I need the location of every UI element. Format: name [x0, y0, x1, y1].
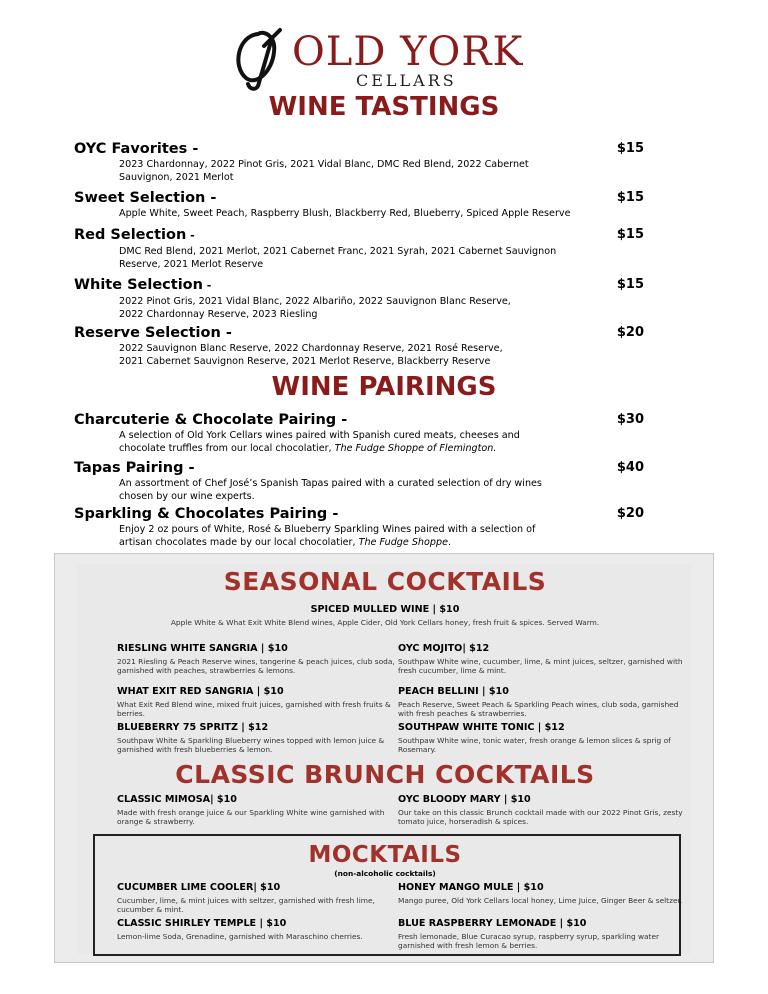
item-description: Apple White, Sweet Peach, Raspberry Blush, Blackberry Red, Blueberry, Spiced Apple Reserve: [119, 208, 571, 219]
mocktails-note: (non-alcoholic cocktails): [334, 869, 436, 878]
cocktail-description: What Exit Red Blend wine, mixed fruit juices, garnished with fresh fruits & berries.: [117, 700, 391, 719]
pairing-item: [74, 411, 644, 455]
cocktail-name: PEACH BELLINI | $10: [398, 686, 509, 697]
item-description: 2022 Pinot Gris, 2021 Vidal Blanc, 2022 Albariño, 2022 Sauvignon Blanc Reserve, 2022 Chardonnay Reserve, 2023 Riesling: [119, 296, 511, 320]
cocktail-description: Peach Reserve, Sweet Peach & Sparkling Peach wines, club soda, garnished with fresh peaches & strawberries.: [398, 700, 679, 719]
cocktail-name: BLUE RASPBERRY LEMONADE | $10: [398, 918, 587, 929]
item-price: $20: [616, 506, 644, 521]
item-description: Enjoy 2 oz pours of White, Rosé & Blueberry Sparkling Wines paired with a selection of artisan chocolates made by our local chocolatier, The Fudge Shoppe.: [119, 524, 536, 548]
cocktail-description: Southpaw White wine, cucumber, lime, & mint juices, seltzer, garnished with fresh cucumber, lime & mint.: [398, 657, 683, 676]
mocktail-item: [398, 882, 688, 905]
item-price: $40: [616, 460, 644, 475]
item-price: $15: [616, 190, 644, 205]
cocktail-description: 2021 Riesling & Peach Reserve wines, tangerine & peach juices, club soda, garnished with peaches, strawberries & lemons.: [117, 657, 395, 676]
cocktail-item: [398, 794, 688, 826]
mocktail-item: [117, 882, 407, 914]
item-name: Reserve Selection -: [74, 325, 232, 341]
cocktail-item: [398, 643, 688, 675]
cocktail-name: OYC BLOODY MARY | $10: [398, 794, 531, 805]
cocktail-description: Mango puree, Old York Cellars local honey, Lime Juice, Ginger Beer & seltzer.: [398, 896, 683, 905]
cocktail-name: BLUEBERRY 75 SPRITZ | $12: [117, 722, 269, 733]
cocktail-name: CUCUMBER LIME COOLER| $10: [117, 882, 281, 893]
wine-pairings-title: WINE PAIRINGS: [271, 372, 497, 402]
cocktail-menu-panel: [54, 553, 714, 963]
cocktail-description: Southpaw White wine, tonic water, fresh orange & lemon slices & sprig of Rosemary.: [398, 736, 671, 755]
item-name: Tapas Pairing -: [74, 460, 195, 476]
featured-cocktail: [55, 604, 715, 627]
cocktail-description: Cucumber, lime, & mint juices with seltzer, garnished with fresh lime, cucumber & mint.: [117, 896, 375, 915]
cocktail-item: [117, 643, 407, 675]
item-description: An assortment of Chef José’s Spanish Tapas paired with a curated selection of dry wines chosen by our wine experts.: [119, 478, 542, 502]
item-name: White Selection -: [74, 277, 212, 293]
item-price: $15: [616, 277, 644, 292]
item-name: Sparkling & Chocolates Pairing -: [74, 506, 339, 522]
tasting-item: [74, 189, 644, 221]
logo-name: OLD YORK: [292, 29, 524, 75]
cocktail-description: Southpaw White & Sparkling Blueberry wines topped with lemon juice & garnished with fresh blueberries & lemon.: [117, 736, 385, 755]
cocktail-name: CLASSIC MIMOSA| $10: [117, 794, 237, 805]
tasting-item: [74, 140, 644, 184]
item-description: 2023 Chardonnay, 2022 Pinot Gris, 2021 Vidal Blanc, DMC Red Blend, 2022 Cabernet Sauvignon, 2021 Merlot: [119, 159, 529, 183]
cocktail-name: SOUTHPAW WHITE TONIC | $12: [398, 722, 565, 733]
tasting-item: [74, 324, 644, 368]
tasting-item: [74, 276, 644, 321]
tasting-item: [74, 226, 644, 271]
cocktail-item: [117, 686, 407, 718]
pairing-item: [74, 505, 644, 549]
cocktail-description: Apple White & What Exit White Blend wines, Apple Cider, Old York Cellars honey, fresh fruit & spices. Served Warm.: [170, 618, 600, 627]
item-price: $15: [616, 227, 644, 242]
cocktail-description: Made with fresh orange juice & our Sparkling White wine garnished with orange & strawberry.: [117, 808, 385, 827]
cocktail-description: Lemon-lime Soda, Grenadine, garnished with Maraschino cherries.: [117, 932, 363, 941]
old-york-cellars-logo: [228, 26, 524, 92]
pairing-item: [74, 459, 644, 503]
oy-monogram-icon: [228, 26, 290, 92]
classic-brunch-cocktails-title: CLASSIC BRUNCH COCKTAILS: [175, 760, 595, 789]
item-name: Red Selection -: [74, 227, 195, 243]
cocktail-name: RIESLING WHITE SANGRIA | $10: [117, 643, 288, 654]
cocktail-item: [117, 794, 407, 826]
item-name: Charcuterie & Chocolate Pairing -: [74, 412, 348, 428]
mocktail-item: [117, 918, 407, 941]
item-price: $30: [616, 412, 644, 427]
mocktails-title: MOCKTAILS: [308, 842, 462, 868]
cocktail-name: OYC MOJITO| $12: [398, 643, 490, 654]
wine-tastings-title: WINE TASTINGS: [268, 92, 500, 122]
cocktail-description: Our take on this classic Brunch cocktail made with our 2022 Pinot Gris, zesty tomato juice, horseradish & spices.: [398, 808, 683, 827]
item-description: A selection of Old York Cellars wines paired with Spanish cured meats, cheeses and chocolate truffles from our local chocolatier, The Fudge Shoppe of Flemington.: [119, 430, 520, 454]
cocktail-name: HONEY MANGO MULE | $10: [398, 882, 544, 893]
cocktail-description: Fresh lemonade, Blue Curacao syrup, raspberry syrup, sparkling water garnished with fresh lemon & berries.: [398, 932, 660, 951]
cocktail-item: [398, 686, 688, 718]
item-name: Sweet Selection -: [74, 190, 217, 206]
item-price: $20: [616, 325, 644, 340]
cocktail-name: SPICED MULLED WINE | $10: [310, 604, 460, 615]
cocktail-item: [398, 722, 688, 754]
logo-subtitle: CELLARS: [356, 71, 457, 90]
cocktail-name: WHAT EXIT RED SANGRIA | $10: [117, 686, 284, 697]
item-description: 2022 Sauvignon Blanc Reserve, 2022 Chardonnay Reserve, 2021 Rosé Reserve, 2021 Cabernet Sauvignon Reserve, 2021 Merlot Reserve, Blackberry Reserve: [119, 343, 503, 367]
cocktail-name: CLASSIC SHIRLEY TEMPLE | $10: [117, 918, 287, 929]
cocktail-item: [117, 722, 407, 754]
item-description: DMC Red Blend, 2021 Merlot, 2021 Cabernet Franc, 2021 Syrah, 2021 Cabernet Sauvignon Reserve, 2021 Merlot Reserve: [119, 246, 557, 270]
item-price: $15: [616, 141, 644, 156]
mocktail-item: [398, 918, 688, 950]
seasonal-cocktails-title: SEASONAL COCKTAILS: [223, 567, 547, 596]
item-name: OYC Favorites -: [74, 141, 199, 157]
